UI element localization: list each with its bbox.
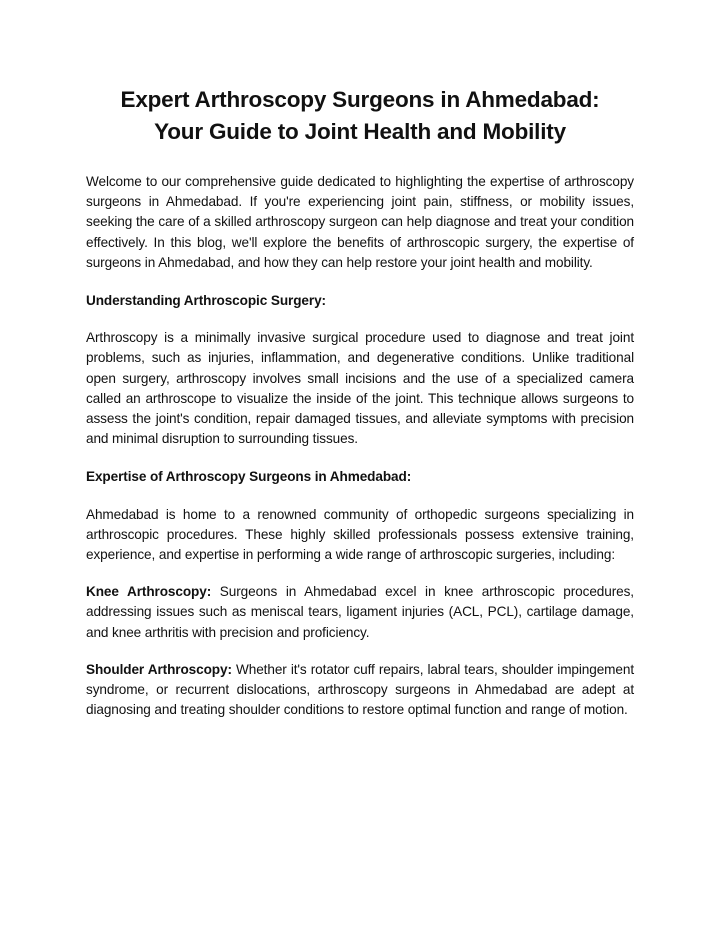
shoulder-arthroscopy-lead: Shoulder Arthroscopy: bbox=[86, 661, 232, 677]
section-body-understanding: Arthroscopy is a minimally invasive surgical procedure used to diagnose and treat joint problems, such as injuries, inflammation, and degenerative conditions. Unlike traditional open surgery, arthroscopy involves small incisions and the use of a specialized camera called an arthroscope to visualize the inside of the joint. This technique allows surgeons to assess the joint's condition, repair damaged tissues, and alleviate symptoms with precision and minimal disruption to surrounding tissues. bbox=[86, 330, 634, 447]
title-line-1: Expert Arthroscopy Surgeons in Ahmedabad: bbox=[120, 87, 600, 112]
document-title bbox=[86, 84, 634, 148]
document-page bbox=[86, 84, 634, 720]
section-body-expertise: Ahmedabad is home to a renowned community of orthopedic surgeons specializing in arthroscopic procedures. These highly skilled professionals possess extensive training, experience, and expertise in performing a wide range of arthroscopic surgeries, including: bbox=[86, 506, 634, 563]
knee-arthroscopy-paragraph bbox=[86, 582, 634, 643]
shoulder-arthroscopy-body: Whether it's rotator cuff repairs, labral tears, shoulder impingement syndrome, or recurrent dislocations, arthroscopy surgeons in Ahmedabad are adept at diagnosing and treating shoulder conditions to restore optimal function and range of motion. bbox=[86, 661, 635, 718]
title-line-2: Your Guide to Joint Health and Mobility bbox=[154, 119, 566, 144]
shoulder-arthroscopy-paragraph bbox=[86, 660, 634, 721]
section-heading-understanding: Understanding Arthroscopic Surgery: bbox=[86, 293, 326, 309]
knee-arthroscopy-body: Surgeons in Ahmedabad excel in knee arthroscopic procedures, addressing issues such as meniscal tears, ligament injuries (ACL, PCL), cartilage damage, and knee arthritis with precision and proficiency. bbox=[86, 584, 634, 640]
knee-arthroscopy-lead: Knee Arthroscopy: bbox=[86, 584, 212, 600]
intro-paragraph: Welcome to our comprehensive guide dedicated to highlighting the expertise of arthroscopy surgeons in Ahmedabad. If you're experiencing joint pain, stiffness, or mobility issues, seeking the care of a skilled arthroscopy surgeon can help diagnose and treat your condition effectively. In this blog, we'll explore the benefits of arthroscopic surgery, the expertise of surgeons in Ahmedabad, and how they can help restore your joint health and mobility. bbox=[86, 174, 634, 270]
section-heading-expertise: Expertise of Arthroscopy Surgeons in Ahmedabad: bbox=[86, 469, 412, 485]
